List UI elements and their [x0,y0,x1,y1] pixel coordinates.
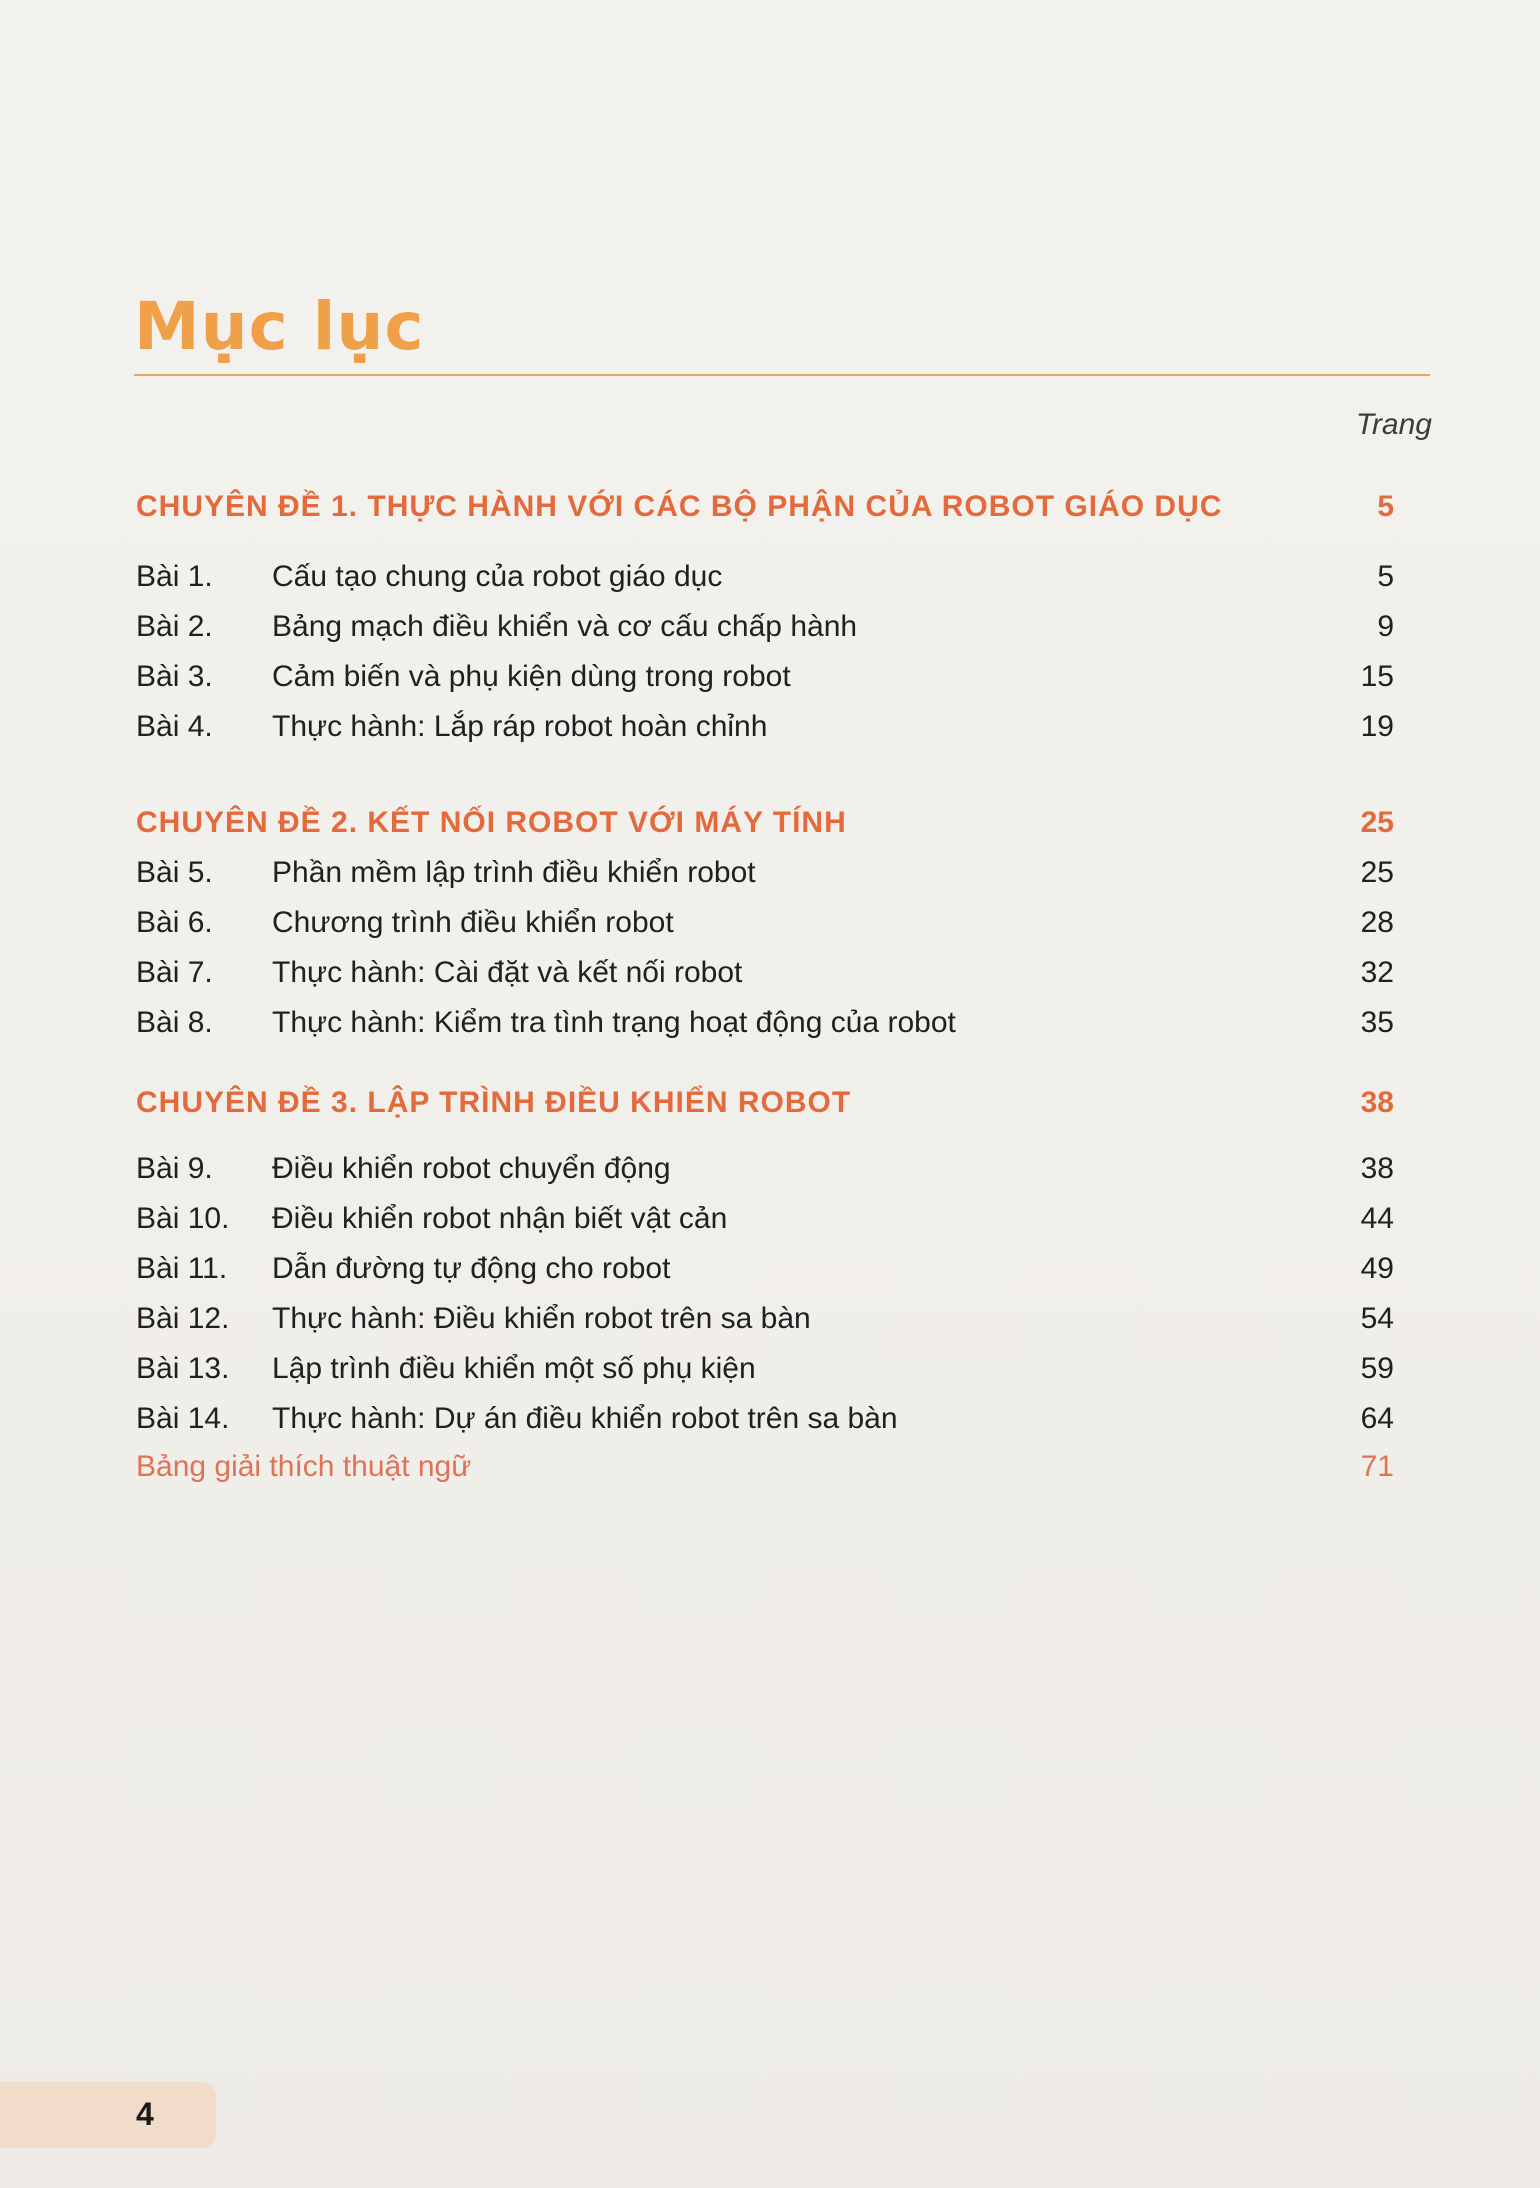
lesson-title: Cảm biến và phụ kiện dùng trong robot [272,660,791,693]
glossary-entry[interactable] [136,1450,1394,1484]
lesson-page: 64 [1360,1402,1394,1435]
lesson-title: Phần mềm lập trình điều khiển robot [272,856,756,889]
glossary-page: 71 [1360,1450,1394,1483]
toc-entry[interactable] [136,1252,1394,1292]
toc-entry[interactable] [136,906,1394,946]
toc-entry[interactable] [136,1006,1394,1046]
lesson-title: Điều khiển robot nhận biết vật cản [272,1202,728,1235]
toc-entry[interactable] [136,956,1394,996]
lesson-number: Bài 8. [136,1006,213,1039]
lesson-title: Thực hành: Kiểm tra tình trạng hoạt động của robot [272,1006,956,1039]
lesson-page: 32 [1360,956,1394,989]
page-number-tab [0,2082,216,2148]
lesson-number: Bài 9. [136,1152,213,1185]
toc-entry[interactable] [136,560,1394,600]
lesson-page: 54 [1360,1302,1394,1335]
lesson-number: Bài 2. [136,610,213,643]
section-heading-1[interactable] [136,490,1394,524]
toc-entry[interactable] [136,1152,1394,1192]
lesson-number: Bài 1. [136,560,213,593]
lesson-page: 35 [1360,1006,1394,1039]
section-title: CHUYÊN ĐỀ 1. THỰC HÀNH VỚI CÁC BỘ PHẬN CỦA ROBOT GIÁO DỤC [136,490,1223,523]
toc-entry[interactable] [136,856,1394,896]
lesson-page: 49 [1360,1252,1394,1285]
toc-entry[interactable] [136,1202,1394,1242]
lesson-page: 15 [1360,660,1394,693]
lesson-number: Bài 12. [136,1302,230,1335]
lesson-title: Bảng mạch điều khiển và cơ cấu chấp hành [272,610,858,643]
lesson-page: 59 [1360,1352,1394,1385]
lesson-number: Bài 14. [136,1402,230,1435]
toc-entry[interactable] [136,660,1394,700]
section-page: 5 [1377,490,1394,523]
lesson-number: Bài 3. [136,660,213,693]
page-number: 4 [136,2096,154,2132]
page-column-label: Trang [1355,408,1432,441]
lesson-number: Bài 7. [136,956,213,989]
section-title: CHUYÊN ĐỀ 2. KẾT NỐI ROBOT VỚI MÁY TÍNH [136,806,847,839]
page-title: Mục lục [134,288,425,365]
lesson-title: Cấu tạo chung của robot giáo dục [272,560,723,593]
section-heading-2[interactable] [136,806,1394,840]
lesson-page: 19 [1360,710,1394,743]
lesson-title: Thực hành: Cài đặt và kết nối robot [272,956,743,989]
section-title: CHUYÊN ĐỀ 3. LẬP TRÌNH ĐIỀU KHIỂN ROBOT [136,1086,852,1119]
toc-entry[interactable] [136,1352,1394,1392]
lesson-number: Bài 4. [136,710,213,743]
lesson-number: Bài 11. [136,1252,228,1285]
lesson-title: Thực hành: Điều khiển robot trên sa bàn [272,1302,811,1335]
lesson-page: 9 [1377,610,1394,643]
toc-entry[interactable] [136,610,1394,650]
toc-entry[interactable] [136,710,1394,750]
lesson-title: Lập trình điều khiển một số phụ kiện [272,1352,756,1385]
lesson-title: Điều khiển robot chuyển động [272,1152,671,1185]
lesson-title: Chương trình điều khiển robot [272,906,674,939]
section-page: 38 [1360,1086,1394,1119]
glossary-title: Bảng giải thích thuật ngữ [136,1450,472,1483]
section-page: 25 [1360,806,1394,839]
toc-entry[interactable] [136,1402,1394,1442]
lesson-title: Thực hành: Dự án điều khiển robot trên sa bàn [272,1402,898,1435]
lesson-number: Bài 6. [136,906,213,939]
toc-entry[interactable] [136,1302,1394,1342]
lesson-number: Bài 10. [136,1202,230,1235]
title-divider [134,374,1430,376]
lesson-page: 38 [1360,1152,1394,1185]
lesson-page: 28 [1360,906,1394,939]
lesson-number: Bài 13. [136,1352,230,1385]
lesson-number: Bài 5. [136,856,213,889]
lesson-page: 25 [1360,856,1394,889]
section-heading-3[interactable] [136,1086,1394,1120]
lesson-title: Dẫn đường tự động cho robot [272,1252,671,1285]
lesson-page: 5 [1377,560,1394,593]
lesson-page: 44 [1360,1202,1394,1235]
lesson-title: Thực hành: Lắp ráp robot hoàn chỉnh [272,710,768,743]
